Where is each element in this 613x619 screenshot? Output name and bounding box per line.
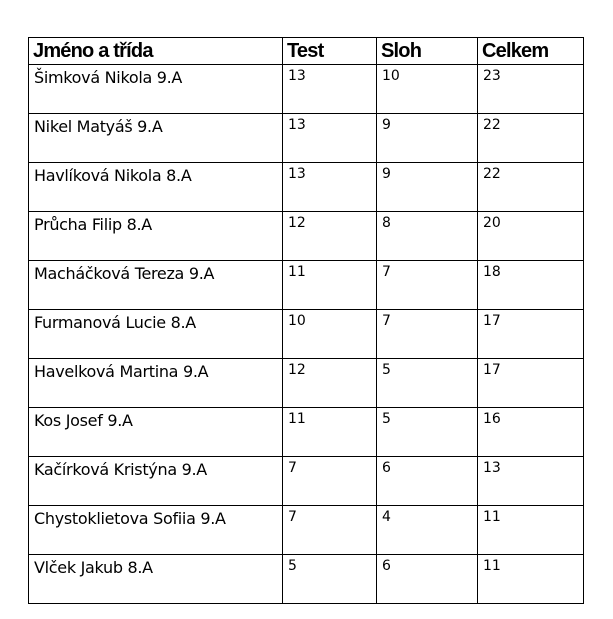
sloh-score-cell: 4 (377, 506, 478, 555)
header-name: Jméno a třída (29, 38, 283, 65)
header-test: Test (283, 38, 377, 65)
sloh-score-cell: 5 (377, 408, 478, 457)
total-score-cell: 17 (478, 359, 584, 408)
test-score-cell: 11 (283, 408, 377, 457)
total-score-cell: 18 (478, 261, 584, 310)
test-score-cell: 11 (283, 261, 377, 310)
student-name-cell: Havelková Martina 9.A (29, 359, 283, 408)
student-name-cell: Kačírková Kristýna 9.A (29, 457, 283, 506)
test-score-cell: 7 (283, 457, 377, 506)
total-score-cell: 22 (478, 114, 584, 163)
table-row (29, 212, 584, 261)
table-row (29, 506, 584, 555)
total-score-cell: 13 (478, 457, 584, 506)
total-score-cell: 20 (478, 212, 584, 261)
test-score-cell: 13 (283, 114, 377, 163)
total-score-cell: 22 (478, 163, 584, 212)
sloh-score-cell: 7 (377, 310, 478, 359)
total-score-cell: 11 (478, 506, 584, 555)
total-score-cell: 11 (478, 555, 584, 604)
sloh-score-cell: 9 (377, 163, 478, 212)
student-name-cell: Havlíková Nikola 8.A (29, 163, 283, 212)
test-score-cell: 5 (283, 555, 377, 604)
test-score-cell: 13 (283, 65, 377, 114)
total-score-cell: 16 (478, 408, 584, 457)
table-row (29, 457, 584, 506)
table-row (29, 163, 584, 212)
table-body (29, 65, 584, 604)
student-name-cell: Průcha Filip 8.A (29, 212, 283, 261)
table-row (29, 65, 584, 114)
sloh-score-cell: 8 (377, 212, 478, 261)
test-score-cell: 12 (283, 212, 377, 261)
table-row (29, 359, 584, 408)
table-row (29, 310, 584, 359)
sloh-score-cell: 10 (377, 65, 478, 114)
student-name-cell: Chystoklietova Sofiia 9.A (29, 506, 283, 555)
student-name-cell: Nikel Matyáš 9.A (29, 114, 283, 163)
table-row (29, 114, 584, 163)
sloh-score-cell: 5 (377, 359, 478, 408)
header-row (29, 38, 584, 65)
student-name-cell: Šimková Nikola 9.A (29, 65, 283, 114)
student-name-cell: Kos Josef 9.A (29, 408, 283, 457)
header-sloh: Sloh (377, 38, 478, 65)
student-name-cell: Vlček Jakub 8.A (29, 555, 283, 604)
test-score-cell: 7 (283, 506, 377, 555)
test-score-cell: 10 (283, 310, 377, 359)
test-score-cell: 13 (283, 163, 377, 212)
table-row (29, 555, 584, 604)
table-row (29, 408, 584, 457)
header-celkem: Celkem (478, 38, 584, 65)
total-score-cell: 23 (478, 65, 584, 114)
student-name-cell: Macháčková Tereza 9.A (29, 261, 283, 310)
results-table (28, 37, 584, 604)
sloh-score-cell: 7 (377, 261, 478, 310)
test-score-cell: 12 (283, 359, 377, 408)
total-score-cell: 17 (478, 310, 584, 359)
student-name-cell: Furmanová Lucie 8.A (29, 310, 283, 359)
sloh-score-cell: 6 (377, 555, 478, 604)
sloh-score-cell: 6 (377, 457, 478, 506)
sloh-score-cell: 9 (377, 114, 478, 163)
table-row (29, 261, 584, 310)
